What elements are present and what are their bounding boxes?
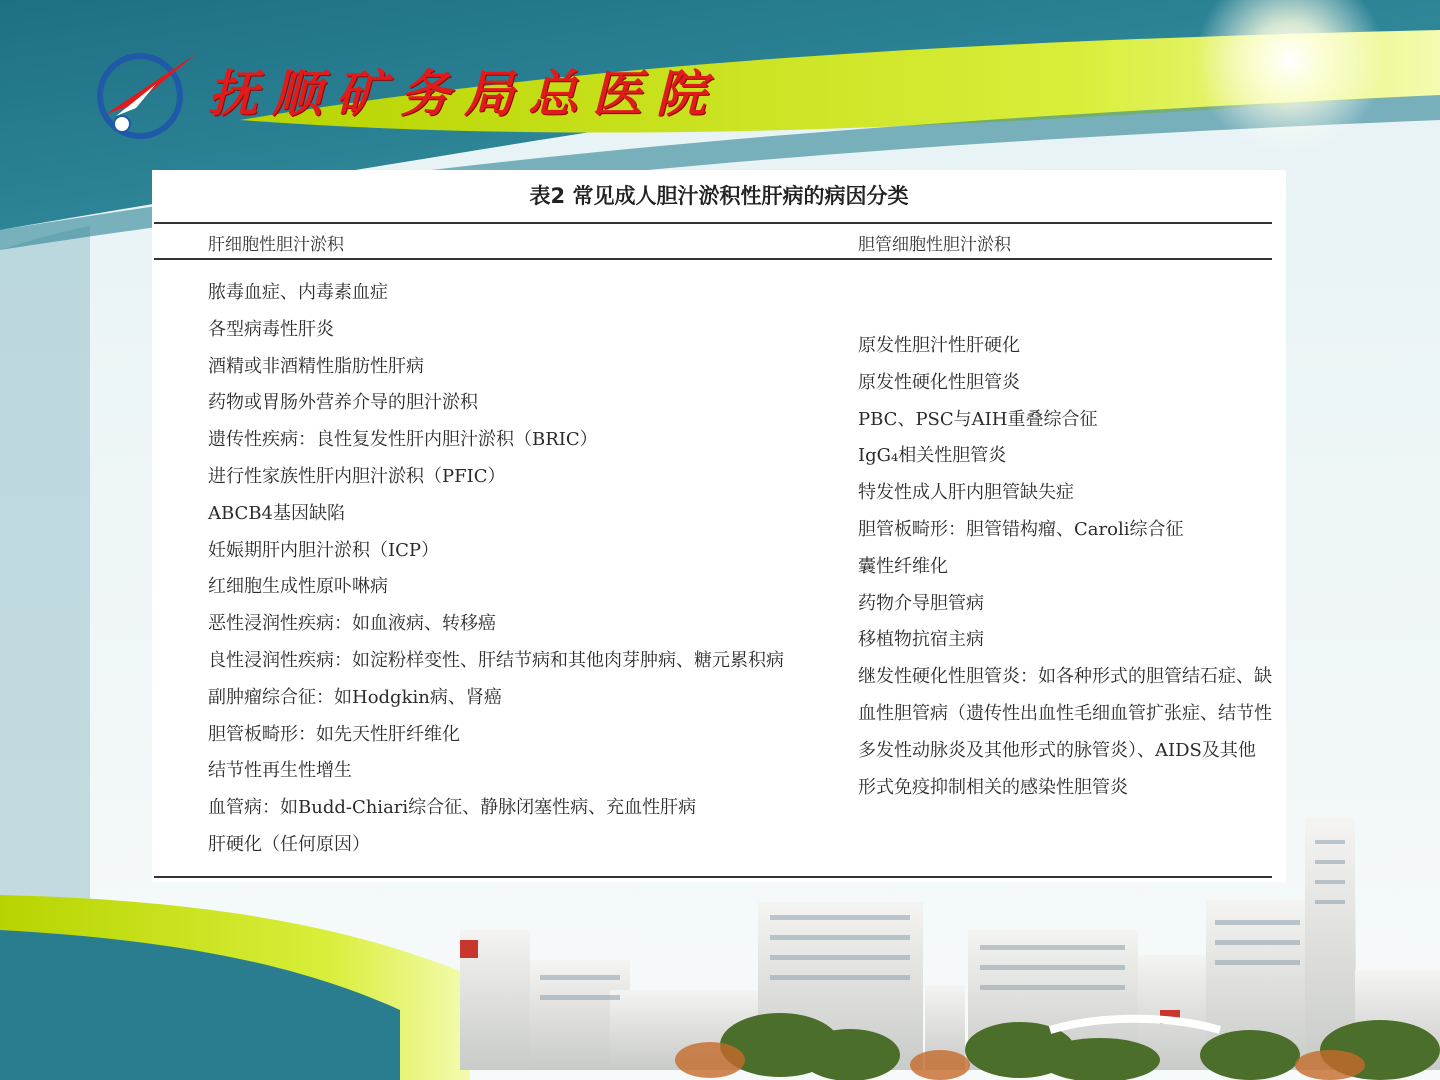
cholangiocellular-cause-item: 特发性成人肝内胆管缺失症 <box>858 482 1074 504</box>
column-header-cholangiocellular: 胆管细胞性胆汁淤积 <box>858 235 1011 255</box>
hospital-name: 抚顺矿务局总医院 <box>208 64 720 123</box>
column-header-hepatocellular: 肝细胞性胆汁淤积 <box>208 235 344 255</box>
hepatocellular-cause-item: 遗传性疾病：良性复发性肝内胆汁淤积（BRIC） <box>208 429 598 451</box>
cholangiocellular-cause-item: 原发性硬化性胆管炎 <box>858 371 1020 393</box>
cholangiocellular-cause-item: 移植物抗宿主病 <box>858 629 984 651</box>
hepatocellular-cause-item: 恶性浸润性疾病：如血液病、转移癌 <box>208 613 496 635</box>
cholangiocellular-cause-item: 多发性动脉炎及其他形式的脉管炎）、AIDS及其他 <box>858 739 1256 761</box>
hepatocellular-cause-item: 良性浸润性疾病：如淀粉样变性、肝结节病和其他肉芽肿病、糖元累积病 <box>208 649 784 671</box>
hospital-buildings-photo <box>380 810 1440 1080</box>
hepatocellular-cause-item: 血管病：如Budd-Chiari综合征、静脉闭塞性病、充血性肝病 <box>208 797 697 819</box>
cholangiocellular-causes-list <box>858 328 1272 806</box>
hepatocellular-cause-item: 胆管板畸形：如先天性肝纤维化 <box>208 723 460 745</box>
cholangiocellular-cause-item: IgG₄相关性胆管炎 <box>858 445 1007 467</box>
cholangiocellular-cause-item: 形式免疫抑制相关的感染性胆管炎 <box>858 776 1128 798</box>
table-top-rule <box>154 222 1272 224</box>
cholangiocellular-cause-item: 胆管板畸形：胆管错构瘤、Caroli综合征 <box>858 518 1184 540</box>
hospital-logo-icon <box>96 44 200 140</box>
classification-table <box>152 170 1286 882</box>
hepatocellular-cause-item: ABCB4基因缺陷 <box>208 502 346 524</box>
cholangiocellular-cause-item: 继发性硬化性胆管炎：如各种形式的胆管结石症、缺 <box>858 666 1272 688</box>
hepatocellular-cause-item: 副肿瘤综合征：如Hodgkin病、肾癌 <box>208 686 502 708</box>
cholangiocellular-cause-item: 药物介导胆管病 <box>858 592 984 614</box>
hepatocellular-cause-item: 结节性再生性增生 <box>208 760 352 782</box>
hepatocellular-cause-item: 药物或胃肠外营养介导的胆汁淤积 <box>208 392 478 414</box>
hepatocellular-causes-list <box>208 275 784 864</box>
hepatocellular-cause-item: 脓毒血症、内毒素血症 <box>208 282 388 303</box>
hepatocellular-cause-item: 妊娠期肝内胆汁淤积（ICP） <box>208 539 439 561</box>
cholangiocellular-cause-item: 囊性纤维化 <box>858 555 948 577</box>
hepatocellular-cause-item: 红细胞生成性原卟啉病 <box>208 576 388 598</box>
table-title: 表2 常见成人胆汁淤积性肝病的病因分类 <box>529 184 909 208</box>
hepatocellular-cause-item: 肝硬化（任何原因） <box>208 833 370 855</box>
hepatocellular-cause-item: 各型病毒性肝炎 <box>208 318 334 340</box>
cholangiocellular-cause-item: PBC、PSC与AIH重叠综合征 <box>858 408 1098 430</box>
cholangiocellular-cause-item: 原发性胆汁性肝硬化 <box>858 335 1020 356</box>
cholangiocellular-cause-item: 血性胆管病（遗传性出血性毛细血管扩张症、结节性 <box>858 702 1272 724</box>
hepatocellular-cause-item: 进行性家族性肝内胆汁淤积（PFIC） <box>208 465 506 487</box>
hepatocellular-cause-item: 酒精或非酒精性脂肪性肝病 <box>208 355 424 377</box>
table-header-rule <box>154 258 1272 260</box>
